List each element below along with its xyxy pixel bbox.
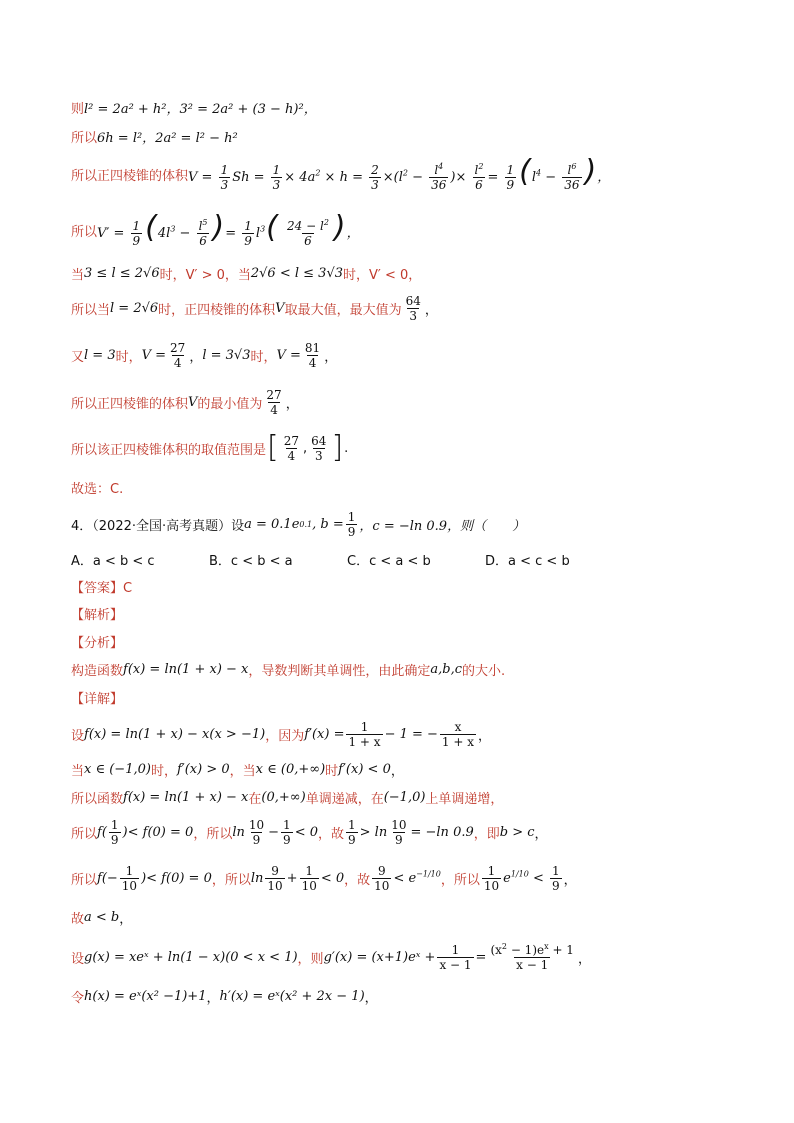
equation: g′(x) = (x+1)eˣ + (323, 950, 436, 965)
text: 则 (71, 102, 85, 117)
equation: (−1,0) (383, 790, 426, 805)
text: 的最小值为 (197, 397, 263, 412)
fraction: $\frac{27}{4}$ (266, 388, 282, 417)
text: ，导数判断其单调性，由此确定 (248, 664, 431, 679)
equation: V (188, 395, 198, 410)
fraction: $\frac{(x^2 - 1)e^x + 1}{x - 1}$ (490, 942, 574, 972)
bracket: ] (331, 430, 344, 465)
derivative-formula: V′ = $\frac{1}{9}$ ($4l^3$ − $\frac{l^5}{6}$ )= $\frac{1}{9}$ $l^3$( $\frac{24 - l^2}{6}$ )， (97, 210, 360, 248)
equation: < 0 (320, 871, 345, 886)
fraction: $\frac{27}{4}$ (283, 433, 300, 463)
equation: = (475, 950, 487, 965)
text: ， (534, 827, 548, 842)
solution-line-2 (71, 127, 754, 146)
question-4: 4．（2022·全国·高考真题）设 a = 0.1e 0.1 , b = $\frac{1}{9}$ ，c = −ln 0.9，则（ ） (71, 510, 526, 539)
bracket: [ (267, 430, 279, 465)
option-b: B．c < b < a (209, 554, 293, 569)
analysis-line (71, 660, 754, 679)
text: ，所以 (440, 873, 480, 888)
text: ，所以 (211, 873, 251, 888)
text: 设 (71, 729, 85, 744)
equation: f′(x) < 0 (338, 762, 391, 777)
fenxi-tag: 【分析】 (71, 636, 124, 651)
equation: f(x) = ln(1 + x) − x(x > −1) (84, 727, 266, 742)
text: 构造函数 (71, 664, 124, 679)
equation: 6h = l²，2a² = l² − h² (97, 131, 238, 146)
text: 所以函数 (71, 792, 124, 807)
detail-line-1: 设 f(x) = ln(1 + x) − x(x > −1) ，因为 f′(x) = $\frac{1}{1 + x}$ − 1 = − $\frac{x}{1 + x}$ ， (71, 720, 492, 749)
text: ， (390, 764, 404, 779)
equation: h(x) = eˣ(x² −1)+1 (84, 989, 207, 1004)
solution-line-1 (71, 98, 754, 117)
equation: a = 0.1e (244, 517, 300, 532)
detail-line-5: 所以 f(− $\frac{1}{10}$ ) < f(0) = 0 ，所以 ln $\frac{9}{10}$ + $\frac{1}{10}$ < 0 ，故 $\frac{9}{10}$ < $e^{-1/10}$ ，所以 $\frac{1}{10}$ $e^{1/10}$ < $\frac{1}{9}$ ， (71, 864, 577, 893)
text: 故 (71, 912, 85, 927)
question-prefix: 4．（2022·全国·高考真题）设 (71, 519, 245, 534)
text: 设 (71, 952, 85, 967)
detail-line-8 (71, 987, 754, 1006)
text: 时， (150, 764, 177, 779)
options-row (71, 550, 754, 569)
text: 时， (250, 350, 277, 365)
solution-line-10: 故选：C. (71, 482, 124, 497)
detail-line-6 (71, 908, 754, 927)
text: 上单调递增， (425, 792, 504, 807)
equation: l = 3 (84, 348, 116, 363)
text: 的大小. (462, 664, 506, 679)
equation: < f(0) = 0 (127, 825, 194, 840)
text: 时， (115, 350, 142, 365)
detail-line-7 (71, 943, 754, 972)
text: 所以正四棱锥的体积 (71, 169, 189, 184)
equation: b > c (499, 825, 535, 840)
equation: f(x) = ln(1 + x) − x (123, 662, 249, 677)
equation: a,b,c (430, 662, 463, 677)
equation: < f(0) = 0 (146, 871, 212, 886)
text: ， (324, 350, 338, 365)
detail-line-3 (71, 788, 754, 807)
text: 所以 (71, 225, 98, 240)
solution-line-3 (71, 154, 754, 192)
text: 时，V′ > 0，当 (159, 268, 251, 283)
volume-formula: V = $\frac{1}{3}$ Sh = $\frac{1}{3}$ × $4a^2 \times h$ = $\frac{2}{3}$ $\times(l^2$ − $\frac{l^4}{36}$ )× $\frac{l^2}{6}$ = $\frac{1}{9}$ ($l^4$ − $\frac{l^6}{36}$ )， (188, 154, 611, 192)
equation: l² = 2a² + h²，3² = 2a² + (3 − h)²， (84, 102, 317, 117)
fraction: $\frac{1}{9}$ (347, 510, 356, 539)
text: ， (189, 350, 203, 365)
equation: < 0 (294, 825, 318, 840)
detail-line-4: 所以 f( $\frac{1}{9}$ ) < f(0) = 0 ，所以 ln $\frac{10}{9}$ − $\frac{1}{9}$ < 0 ，故 $\frac{1}{9}$ > ln $\frac{10}{9}$ = −ln 0.9 ，即 b > c ， (71, 818, 548, 847)
equation: f′(x) > 0 (176, 762, 230, 777)
text: ， (364, 991, 378, 1006)
equation: ，c = −ln 0.9，则（ ） (359, 519, 526, 534)
equation: 3 ≤ l ≤ 2√6 (84, 266, 160, 281)
equation: V (275, 301, 285, 316)
text: ， (577, 952, 591, 967)
equation: f′(x) = (304, 727, 345, 742)
text: 时 (325, 764, 339, 779)
text: ，所以 (193, 827, 233, 842)
text: 取最大值，最大值为 (284, 303, 402, 318)
text: ，即 (473, 827, 500, 842)
equation: x ∈ (0,+∞) (255, 762, 326, 777)
equation: a < b (84, 910, 120, 925)
equation: 2√6 < l ≤ 3√3 (250, 266, 343, 281)
detail-line-2 (71, 760, 754, 779)
fraction: $\frac{64}{3}$ (405, 294, 421, 323)
equation: x ∈ (−1,0) (84, 762, 151, 777)
text: 所以该正四棱锥体积的取值范围是 (71, 442, 267, 458)
solution-line-6 (71, 294, 754, 323)
option-a: A．a < b < c (71, 554, 155, 569)
text: ，则 (297, 952, 324, 967)
text: ， (206, 991, 220, 1006)
text: 令 (71, 991, 85, 1006)
text: ， (119, 912, 133, 927)
equation: − 1 = − (384, 727, 438, 742)
text: ， (424, 303, 438, 318)
fraction: $\frac{1}{1 + x}$ (348, 720, 381, 749)
text: ， (285, 397, 299, 412)
equation: V = (276, 348, 301, 363)
text: 所以 (71, 873, 98, 888)
text: 又 (71, 350, 85, 365)
fraction: $\frac{1}{x - 1}$ (439, 943, 472, 972)
text: 所以正四棱锥的体积 (71, 397, 189, 412)
option-c: C．c < a < b (347, 554, 431, 569)
solution-line-5 (71, 264, 754, 283)
jiexi-tag: 【解析】 (71, 608, 124, 623)
answer-tag: 【答案】C (71, 581, 133, 596)
fraction: $\frac{64}{3}$ (311, 433, 327, 463)
equation: l = 2√6 (110, 301, 159, 316)
text: 当 (71, 268, 85, 283)
equation: f(x) = ln(1 + x) − x (123, 790, 249, 805)
option-d: D．a < c < b (485, 554, 570, 569)
equation: g(x) = xeˣ + ln(1 − x)(0 < x < 1) (84, 950, 298, 965)
fraction: $\frac{x}{1 + x}$ (441, 720, 475, 749)
equation: l = 3√3 (202, 348, 251, 363)
equation: V = (141, 348, 167, 363)
text: 所以 (71, 827, 98, 842)
solution-line-9: 所以该正四棱锥体积的取值范围是 [ $\frac{27}{4}$ , $\frac{64}{3}$ ] . (71, 430, 349, 465)
text: 在 (248, 792, 262, 807)
text: ， (563, 873, 577, 888)
solution-line-4 (71, 210, 754, 248)
text: 时，V′ < 0， (343, 268, 422, 283)
text: 时，正四棱锥的体积 (158, 303, 276, 318)
text: 所以当 (71, 303, 111, 318)
solution-line-7 (71, 341, 754, 370)
fraction: $\frac{27}{4}$ (170, 341, 186, 370)
solution-line-8 (71, 388, 754, 417)
text: ，故 (317, 827, 344, 842)
text: ，因为 (265, 729, 305, 744)
equation: (0,+∞) (261, 790, 306, 805)
text: 当 (71, 764, 85, 779)
equation: h′(x) = eˣ(x² + 2x − 1) (219, 989, 365, 1004)
xiangjie-tag: 【详解】 (71, 692, 124, 707)
equation: , b = (312, 517, 344, 532)
text: 所以 (71, 131, 98, 146)
fraction: $\frac{81}{4}$ (304, 341, 321, 370)
text: ，故 (344, 873, 371, 888)
text: 单调递减，在 (305, 792, 384, 807)
equation: = −ln 0.9 (410, 825, 474, 840)
text: ，当 (229, 764, 256, 779)
